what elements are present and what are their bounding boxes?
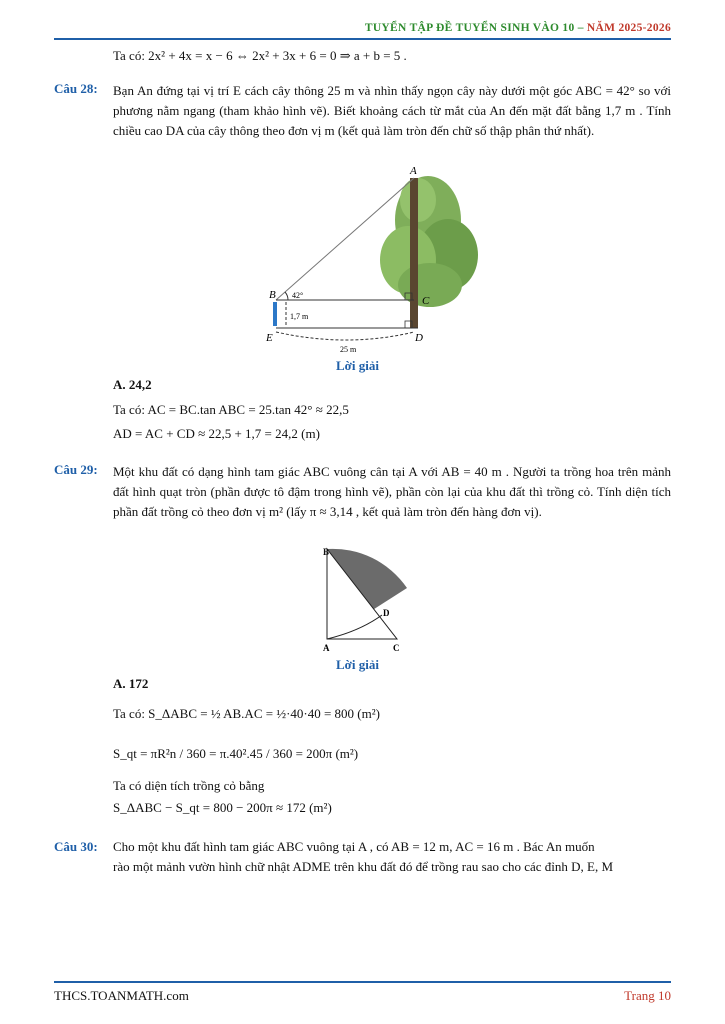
point-b-label: B xyxy=(323,547,330,557)
q28-answer: A. 24,2 xyxy=(113,377,152,392)
question-30-label: Câu 30: xyxy=(54,839,98,854)
footer-page-number: Trang 10 xyxy=(624,988,671,1003)
q29-answer: A. 172 xyxy=(113,676,149,691)
person-eye-marker xyxy=(273,302,277,326)
point-d-label: D xyxy=(415,332,423,344)
footer-site: THCS.TOANMATH.com xyxy=(54,988,189,1003)
angle-label: 42° xyxy=(292,291,304,300)
question-29-label: Câu 29: xyxy=(54,462,98,477)
angle-arc xyxy=(285,292,288,300)
header-series-title: TUYỂN TẬP ĐỀ TUYỂN SINH VÀO 10 – xyxy=(364,22,587,34)
tree-angle-figure xyxy=(258,160,478,355)
height-label: 1,7 m xyxy=(290,312,309,321)
point-c-label: C xyxy=(393,643,400,653)
q29-solution-line-2: S_qt = πR²n / 360 = π.40².45 / 360 = 200π (m²) xyxy=(113,746,359,761)
distance-arc xyxy=(276,332,414,340)
question-28-text: Bạn An đứng tại vị trí E cách cây thông 25 m và nhìn thấy ngọn cây này dưới một góc ABC = 42° so với phương nằm ngang (tham khảo hình vẽ). Biết khoảng cách từ mắt của An đến mặt đất bằng 1,7 m . Tính chiều cao DA của cây thông theo đơn vị m (kết quả làm tròn đến chữ số thập phân thứ nhất). xyxy=(113,83,671,138)
q29-solution-line-4: S_ΔABC − S_qt = 800 − 200π ≈ 172 (m²) xyxy=(113,800,332,815)
distance-label: 25 m xyxy=(340,345,357,354)
point-a-label: A xyxy=(323,643,330,653)
point-e-label: E xyxy=(266,332,273,344)
previous-solution-line: Ta có: 2x² + 4x = x − 6 ⇔ 2x² + 3x + 6 = 0 ⇒ a + b = 5 . xyxy=(113,48,407,63)
q28-solution-line-2: AD = AC + CD ≈ 22,5 + 1,7 = 24,2 (m) xyxy=(113,426,320,441)
question-28-label: Câu 28: xyxy=(54,81,98,96)
point-a-label: A xyxy=(410,165,417,177)
q29-solution-line-3: Ta có diện tích trồng cỏ bằng xyxy=(113,778,265,793)
point-b-label: B xyxy=(269,289,276,301)
point-d-label: D xyxy=(383,608,390,618)
footer-divider xyxy=(54,981,671,983)
q29-solution-line-1: Ta có: S_ΔABC = ½ AB.AC = ½·40·40 = 800 (m²) xyxy=(113,706,380,721)
header-year: NĂM 2025-2026 xyxy=(586,22,671,34)
quarter-circle-figure xyxy=(310,543,410,655)
page-header-title xyxy=(365,22,671,34)
q28-solution-title: Lời giải xyxy=(336,358,379,373)
question-29-text: Một khu đất có dạng hình tam giác ABC vuông cân tại A với AB = 40 m . Người ta trồng hoa trên mảnh đất hình quạt tròn (phần được tô đậm trong hình vẽ), phần còn lại của khu đất thì trồng cỏ. Tính diện tích phần đất trồng cỏ theo đơn vị m² (lấy π ≈ 3,14 , kết quả làm tròn đến hàng đơn vị). xyxy=(113,464,671,519)
tree-trunk xyxy=(410,178,418,328)
header-divider xyxy=(54,38,671,40)
point-c-label: C xyxy=(422,295,430,307)
question-30-line-1: Cho một khu đất hình tam giác ABC vuông tại A , có AB = 12 m, AC = 16 m . Bác An muốn xyxy=(113,839,595,854)
question-30-line-2: rào một mảnh vườn hình chữ nhật ADME trên khu đất đó để trồng rau sao cho các đỉnh D, E, M xyxy=(113,859,614,874)
q28-solution-line-1: Ta có: AC = BC.tan ABC = 25.tan 42° ≈ 22,5 xyxy=(113,402,349,417)
q29-solution-title: Lời giải xyxy=(336,657,379,672)
